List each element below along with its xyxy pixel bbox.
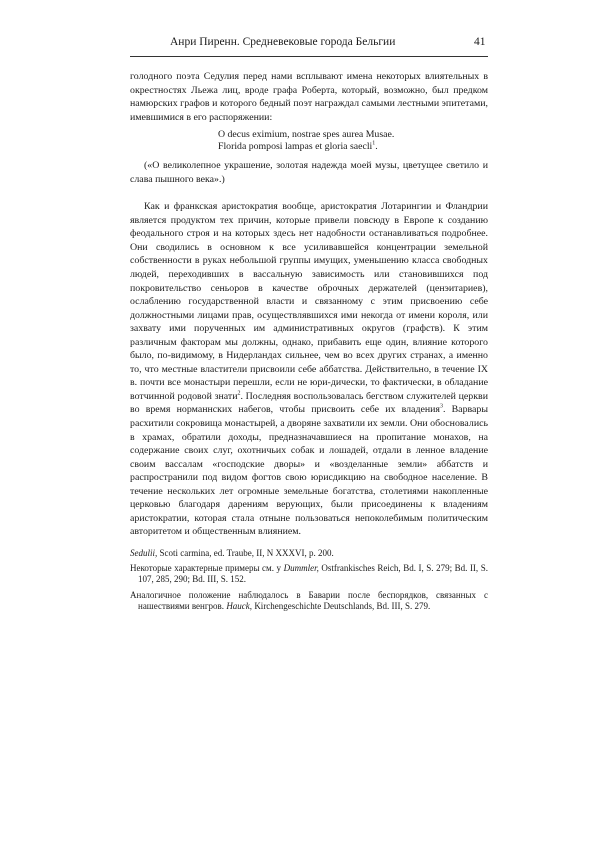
page-body bbox=[130, 70, 488, 616]
footnote-1-text: Scoti carmina, ed. Traube, II, N XXXVI, p. 200. bbox=[157, 547, 334, 558]
main-text-part-2: . Последняя воспользовалась бегством служителей церкви во время норманнских набегов, чтобы присвоить себе их владения bbox=[130, 390, 488, 416]
header-rule bbox=[130, 56, 488, 57]
footnote-2-post: Ostfrankisches Reich, Bd. I, S. 279; Bd. II, S. 107, 285, 290; Bd. III, S. 152. bbox=[138, 563, 488, 585]
footnotes bbox=[130, 548, 488, 612]
footnote-3-author: Hauck, bbox=[226, 600, 253, 611]
footnote-ref-3[interactable]: 3 bbox=[439, 404, 443, 411]
footnote-2-author: Dummler, bbox=[283, 563, 319, 574]
footnote-ref-1[interactable]: 1 bbox=[372, 140, 376, 147]
latin-verse: O decus eximium, nostrae spes aurea Musae. Florida pomposi lampas et gloria saecli$^1$. bbox=[218, 129, 395, 152]
verse-line-2: Florida pomposi lampas et gloria saecli bbox=[218, 140, 373, 152]
footnote-2 bbox=[130, 563, 488, 585]
footnote-2-pre: Некоторые характерные примеры см. у bbox=[130, 563, 284, 574]
footnote-1 bbox=[130, 548, 488, 559]
verse-line-1: O decus eximium, nostrae spes aurea Musae. bbox=[218, 129, 395, 141]
footnote-3-post: Kirchengeschichte Deutschlands, Bd. III, S. 279. bbox=[252, 600, 431, 611]
main-paragraph bbox=[130, 200, 488, 539]
footnote-3 bbox=[130, 590, 488, 612]
translation-paragraph: («О великолепное украшение, золотая надежда моей музы, цветущее светило и слава пышного века».) bbox=[130, 160, 488, 185]
page-header bbox=[0, 36, 600, 54]
page-number: 41 bbox=[474, 36, 486, 48]
main-text-part-1: Как и франкская аристократия вообще, аристократия Лотарингии и Фландрии является продуктом тех причин, которые привели повсюду в Европе к созданию феодального строя и на которых здесь нет надобности останавливаться подробнее. Они сводились в основном к все усиливавшейся концентрации земельной собственности в руках небольшой группы имущих, уменьшению класса свободных людей, переходивших в вассальную зависимость или становившихся под покровительство сеньоров в качестве оброчных держателей (ценэитариев), ослаблению государственной власти и связанному с этим присвоению себе должностными лицами прав, осуществлявшихся ими некогда от имени короля, или захвату ими порученных им административных округов (графств). К этим различным факторам мы должны, однако, прибавить еще один, влияние которого было, по-видимому, в Нидерландах сильнее, чем во всех других странах, а именно то, что местные властители присвоили себе аббатства. Действительно, в течение IX в. почти все монастыри перешли, если не юри-дически, то фактически, в обладание вотчинной родовой знати bbox=[130, 201, 488, 402]
running-title: Анри Пиренн. Средневековые города Бельгии bbox=[170, 36, 396, 48]
paragraph-gap bbox=[130, 186, 488, 200]
intro-paragraph: голодного поэта Седулия перед нами всплывают имена некоторых влиятельных в окрестностях Льежа лиц, вроде графа Роберта, который, возможно, был предком намюрских графов и которого бедный поэт награждал самыми лестными эпитетами, имевшимися в его распоряжении: bbox=[130, 71, 488, 123]
footnote-ref-2[interactable]: 2 bbox=[237, 390, 241, 397]
main-text-part-3: . Варвары расхитили сокровища монастырей, а дворяне захватили их земли. Они обосновались в храмах, обратили доходы, предназначавшиеся на пропитание монахов, на содержание своих слуг, охотничьих собак и лошадей, отдали в ленное владение своим вассалам «господские дворы» и «возделанные земли» аббатств и распространили под видом фогтов свою юрисдикцию на свободное население. В течение нескольких лет огромные земельные богатства, столетиями накопленные церковью благодаря дарениям верующих, были присоединены к владениям аристократии, которая стала отныне пользоваться непоколебимым политическим авторитетом и общественным влиянием. bbox=[130, 404, 488, 538]
footnote-1-author: Sedulii, bbox=[130, 547, 158, 558]
footnote-3-pre: Аналогичное положение наблюдалось в Баварии после беспорядков, связанных с нашествиями венгров. bbox=[130, 589, 488, 611]
